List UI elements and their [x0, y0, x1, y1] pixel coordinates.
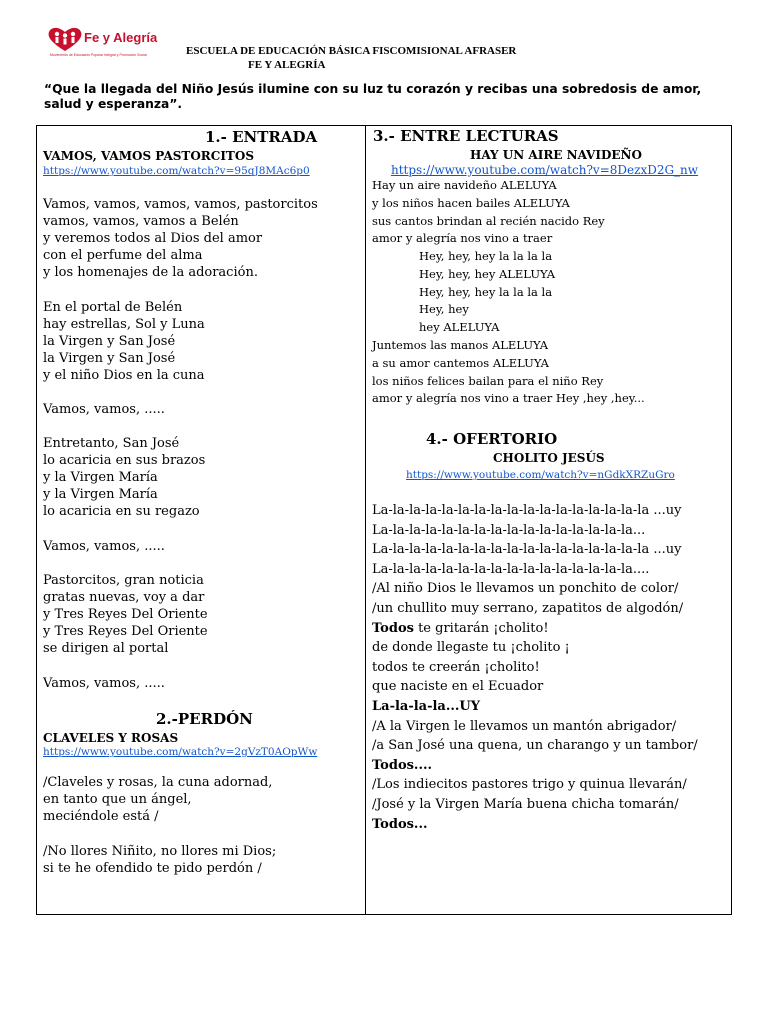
lyric-line: La-la-la-la-la-la-la-la-la-la-la-la-la-la-la-la-la ...uy — [372, 503, 682, 518]
lyric-line: los niños felices bailan para el niño Rey — [372, 373, 604, 388]
lyric-line: y veremos todos al Dios del amor — [43, 231, 263, 246]
lyric-line: se dirigen al portal — [43, 641, 169, 656]
lyric-line: lo acaricia en su regazo — [43, 504, 200, 519]
section-heading-ofertorio: 4.- OFERTORIO — [426, 430, 558, 448]
section-heading-lecturas: 3.- ENTRE LECTURAS — [373, 127, 559, 145]
lyric-line: a su amor cantemos ALELUYA — [372, 355, 549, 370]
lyric-line: vamos, vamos, vamos a Belén — [43, 214, 239, 229]
stanza — [43, 435, 205, 520]
fe-y-alegria-logo — [46, 26, 176, 60]
youtube-link[interactable]: https://www.youtube.com/watch?v=2gVzT0AOpWw — [43, 746, 318, 758]
verse — [372, 501, 698, 834]
lyric-line: Vamos, vamos, ..... — [43, 402, 165, 417]
stanza — [43, 299, 205, 384]
lyric-line: y el niño Dios en la cuna — [43, 368, 205, 383]
stanza — [43, 843, 276, 877]
lyric-line: Hay un aire navideño ALELUYA — [372, 178, 557, 192]
lyric-line: hay estrellas, Sol y Luna — [43, 317, 205, 332]
christmas-quote: “Que la llegada del Niño Jesús ilumine con su luz tu corazón y recibas una sobredosis de amor, salud y esperanza”. — [44, 82, 702, 111]
lyric-line: sus cantos brindan al recién nacido Rey — [372, 213, 605, 228]
lyric-line: hey ALELUYA — [419, 320, 500, 335]
lyric-line: meciéndole está / — [43, 809, 159, 824]
lyric-line: La-la-la-la-la-la-la-la-la-la-la-la-la-la-la-la-la ...uy — [372, 542, 682, 558]
song-title: CHOLITO JESÚS — [493, 451, 605, 465]
lyric-line: /A la Virgen le llevamos un mantón abrigador/ — [372, 718, 677, 734]
lyric-line: Vamos, vamos, ..... — [43, 539, 165, 554]
lyric-line: Entretanto, San José — [43, 436, 180, 451]
lyric-line: y los homenajes de la adoración. — [43, 265, 258, 280]
lyric-line: Todos... — [372, 816, 428, 832]
lyric-line: /Los indiecitos pastores trigo y quinua llevarán/ — [372, 777, 687, 793]
lyric-line: y la Virgen María — [43, 470, 158, 485]
youtube-link[interactable]: https://www.youtube.com/watch?v=nGdkXRZuGro — [406, 469, 675, 481]
lyric-line: Juntemos las manos ALELUYA — [372, 338, 549, 352]
lyric-line: /Al niño Dios le llevamos un ponchito de color/ — [372, 581, 679, 597]
lyric-line: En el portal de Belén — [43, 300, 183, 315]
lyric-line: gratas nuevas, voy a dar — [43, 590, 205, 605]
lyric-line: lo acaricia en sus brazos — [43, 453, 206, 468]
school-name: ESCUELA DE EDUCACIÓN BÁSICA FISCOMISIONAL AFRASER — [186, 45, 517, 57]
lyric-line: /Claveles y rosas, la cuna adornad, — [43, 775, 273, 790]
lyric-line: Hey, hey — [419, 302, 469, 317]
chorus — [419, 248, 555, 337]
lyric-line: que naciste en el Ecuador — [372, 679, 544, 695]
lyric-line: /José y la Virgen María buena chicha tomarán/ — [372, 796, 679, 812]
lyric-line: en tanto que un ángel, — [43, 792, 192, 807]
lyric-line: la Virgen y San José — [43, 351, 176, 366]
lyric-line: La-la-la-la-la-la-la-la-la-la-la-la-la-la-la-la.... — [372, 561, 650, 577]
lyric-line: Pastorcitos, gran noticia — [43, 573, 204, 588]
songs-table — [36, 125, 732, 915]
lyric-line: todos te creerán ¡cholito! — [372, 659, 540, 675]
song-title: HAY UN AIRE NAVIDEÑO — [470, 148, 642, 162]
lyric-line: amor y alegría nos vino a traer — [372, 231, 553, 246]
song-title: VAMOS, VAMOS PASTORCITOS — [43, 149, 254, 163]
section-heading-entrada: 1.- ENTRADA — [205, 128, 318, 146]
lyric-line: Hey, hey, hey la la la la — [419, 284, 553, 299]
verse — [372, 177, 605, 248]
lyric-line: /No llores Niñito, no llores mi Dios; — [43, 844, 277, 859]
lyric-line: Todos.... — [372, 757, 433, 773]
youtube-link[interactable]: https://www.youtube.com/watch?v=95qJ8MAc6p0 — [43, 165, 310, 177]
lyric-line: Todos te gritarán ¡cholito! — [372, 620, 549, 636]
lyric-line: Vamos, vamos, ..... — [43, 676, 165, 691]
column-divider — [365, 126, 366, 914]
lyric-line: La-la-la-la-la-la-la-la-la-la-la-la-la-la-la-la... — [372, 522, 646, 538]
lyric-line: /un chullito muy serrano, zapatitos de algodón/ — [372, 600, 684, 616]
heart-people-icon — [46, 26, 84, 52]
lyric-line: Vamos, vamos, vamos, vamos, pastorcitos — [43, 197, 318, 212]
youtube-link[interactable]: https://www.youtube.com/watch?v=8DezxD2G_nw — [391, 163, 699, 177]
lyric-line: y los niños hacen bailes ALELUYA — [372, 195, 570, 210]
brand-tagline: Movimiento de Educación Popular Integral y Promoción Social — [50, 53, 147, 57]
lyric-line: Hey, hey, hey la la la la — [419, 249, 553, 263]
lyric-line: y Tres Reyes Del Oriente — [43, 624, 208, 639]
stanza — [43, 196, 318, 281]
lyric-line: con el perfume del alma — [43, 248, 203, 263]
lyric-line: /a San José una quena, un charango y un tambor/ — [372, 738, 698, 754]
lyric-line: La-la-la-la...UY — [372, 698, 481, 714]
stanza — [43, 572, 208, 657]
song-title: CLAVELES Y ROSAS — [43, 731, 179, 745]
network-name: FE Y ALEGRÍA — [248, 59, 326, 71]
brand-name: Fe y Alegría — [84, 30, 158, 45]
lyric-line: la Virgen y San José — [43, 334, 176, 349]
lyric-line: de donde llegaste tu ¡cholito ¡ — [372, 640, 570, 656]
lyric-line: amor y alegría nos vino a traer Hey ,hey ,hey... — [372, 391, 645, 406]
lyric-line: si te he ofendido te pido perdón / — [43, 861, 262, 876]
lyric-line: Hey, hey, hey ALELUYA — [419, 266, 556, 281]
verse — [372, 337, 645, 408]
lyric-line: y la Virgen María — [43, 487, 158, 502]
stanza — [43, 774, 272, 825]
lyric-line: y Tres Reyes Del Oriente — [43, 607, 208, 622]
section-heading-perdon: 2.-PERDÓN — [156, 710, 253, 728]
